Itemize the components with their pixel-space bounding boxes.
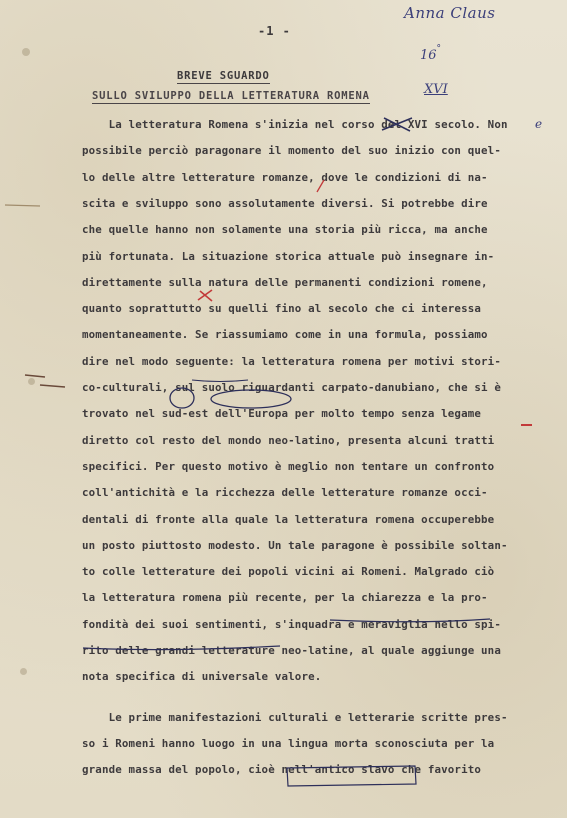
body-line: nota specifica di universale valore. bbox=[82, 670, 322, 683]
margin-mark bbox=[25, 375, 65, 387]
body-line: momentaneamente. Se riassumiamo come in una formula, possiamo bbox=[82, 328, 488, 341]
red-correction-mark bbox=[198, 290, 212, 301]
margin-mark bbox=[5, 205, 40, 206]
body-line: fondità dei suoi sentimenti, s'inquadra e meraviglia nello spi- bbox=[82, 618, 501, 631]
body-line: co-culturali, sul suolo riguardanti carpato-danubiano, che si è bbox=[82, 381, 501, 394]
body-line: lo delle altre letterature romanze, dove le condizioni di na- bbox=[82, 171, 488, 184]
underline-mark bbox=[330, 619, 490, 622]
body-line: direttamente sulla natura delle permanenti condizioni romene, bbox=[82, 276, 488, 289]
strike-mark bbox=[382, 118, 412, 131]
body-line: quanto soprattutto su quelli fino al secolo che ci interessa bbox=[82, 302, 482, 315]
red-tick-mark bbox=[317, 180, 324, 192]
body-line: rito delle grandi letterature neo-latine, al quale aggiunge una bbox=[82, 644, 501, 657]
body-line: un posto piuttosto modesto. Un tale paragone è possibile soltan- bbox=[82, 539, 508, 552]
century-arabic: 16 bbox=[420, 48, 437, 63]
body-line: coll'antichità e la ricchezza delle letterature romanze occi- bbox=[82, 486, 488, 499]
century-degree: ° bbox=[436, 44, 442, 54]
document-title-line1: BREVE SGUARDO bbox=[177, 70, 270, 82]
handwritten-margin-note: e bbox=[535, 117, 543, 131]
body-line: che quelle hanno non solamente una storia più ricca, ma anche bbox=[82, 223, 488, 236]
body-line: diretto col resto del mondo neo-latino, presenta alcuni tratti bbox=[82, 434, 495, 447]
body-line: più fortunata. La situazione storica attuale può insegnare in- bbox=[82, 250, 495, 263]
body-line: dire nel modo seguente: la letteratura romena per motivi stori- bbox=[82, 355, 501, 368]
body-line: dentali di fronte alla quale la letteratura romena occuperebbe bbox=[82, 513, 495, 526]
body-line: trovato nel sud-est dell'Europa per molto tempo senza legame bbox=[82, 407, 482, 420]
body-line: Le prime manifestazioni culturali e letterarie scritte pres- bbox=[82, 711, 508, 724]
circle-mark bbox=[170, 388, 194, 408]
handwritten-roman-numeral: XVI bbox=[424, 82, 448, 97]
body-line: la letteratura romena più recente, per la chiarezza e la pro- bbox=[82, 591, 488, 604]
document-title-line2: SULLO SVILUPPO DELLA LETTERATURA ROMENA bbox=[92, 90, 370, 102]
body-line: scita e sviluppo sono assolutamente diversi. Si potrebbe dire bbox=[82, 197, 488, 210]
body-line: La letteratura Romena s'inizia nel corso del XVI secolo. Non bbox=[82, 118, 508, 131]
body-line: so i Romeni hanno luogo in una lingua morta sconosciuta per la bbox=[82, 737, 495, 750]
body-line: specifici. Per questo motivo è meglio non tentare un confronto bbox=[82, 460, 495, 473]
underline-mark bbox=[83, 646, 280, 650]
circle-mark bbox=[211, 390, 291, 408]
body-line: to colle letterature dei popoli vicini ai Romeni. Malgrado ciò bbox=[82, 565, 495, 578]
body-line: grande massa del popolo, cioè nell'antico slavo che favorito bbox=[82, 763, 482, 776]
page-number: -1 - bbox=[258, 24, 291, 38]
handwritten-author-note: Anna Claus bbox=[404, 4, 496, 22]
box-mark bbox=[287, 766, 416, 786]
body-line: possibile perciò paragonare il momento del suo inizio con quel- bbox=[82, 144, 501, 157]
underline-mark bbox=[192, 380, 248, 382]
